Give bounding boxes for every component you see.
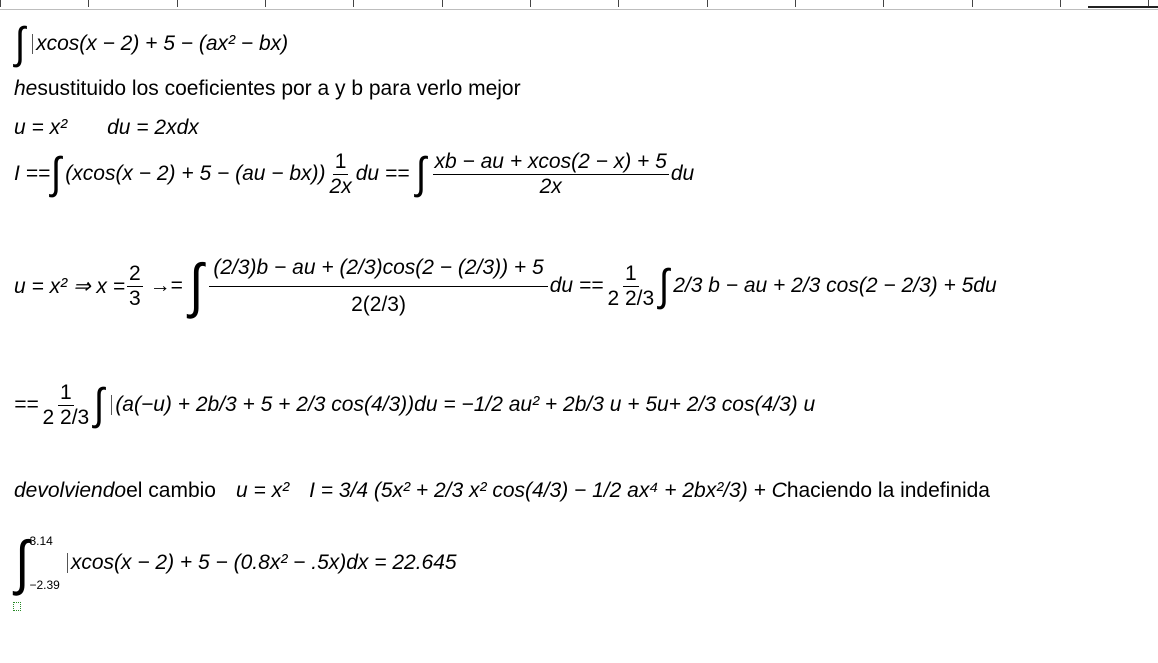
integral-symbol: ∫: [189, 252, 204, 319]
lower-limit: −2.39: [29, 578, 60, 592]
ruler-tick: [618, 0, 619, 7]
substitution-chain: u = x² ⇒ x =: [14, 274, 125, 298]
fraction-denominator: 2 2/3: [607, 286, 655, 310]
integral-symbol: ∫: [94, 380, 105, 429]
ruler-tick: [795, 0, 796, 7]
ruler-tick: [0, 0, 1, 7]
integrand-body: 2/3 b − au + 2/3 cos(2 − 2/3) + 5du: [673, 274, 997, 297]
worksheet[interactable]: [0, 10, 1158, 663]
fraction-numerator: 1: [334, 149, 347, 173]
ruler-tick: [265, 0, 266, 7]
fraction-denominator: 2(2/3): [351, 292, 406, 316]
upper-limit: 3.14: [29, 534, 53, 548]
fraction-numerator: 1: [60, 380, 72, 404]
math-region-simplified[interactable]: [14, 360, 815, 450]
ruler-margin-marker[interactable]: [1088, 6, 1158, 8]
fraction-numerator: 2: [128, 261, 141, 285]
fraction-denominator: 2 2/3: [42, 405, 90, 429]
note-italic-word: he: [14, 77, 38, 100]
fraction-one-over-2x: [328, 150, 354, 199]
fraction-combined: [433, 150, 669, 199]
math-region-integral-rewrite[interactable]: [14, 144, 694, 204]
integrand-body: (a(−u) + 2b/3 + 5 + 2/3 cos(4/3))du = −1/2 au² + 2b/3 u + 5u+ 2/3 cos(4/3) u: [115, 393, 816, 416]
fraction-denominator: 2x: [539, 174, 562, 198]
fraction-coefficient: [605, 262, 656, 311]
integrand-body: (xcos(x − 2) + 5 − (au − bx)): [65, 162, 326, 185]
math-region-evaluate-x[interactable]: [14, 222, 997, 350]
fraction-denominator: 2x: [329, 174, 352, 198]
math-region-substitution[interactable]: [14, 116, 199, 140]
integral-symbol: ∫: [14, 19, 26, 68]
fraction-numerator: 1: [624, 261, 637, 285]
math-region-integral[interactable]: [14, 19, 289, 68]
ruler-tick: [1060, 0, 1061, 7]
integral-symbol: ∫: [15, 529, 30, 596]
integral-limits: [29, 534, 59, 592]
result-italic-word: devolviendo: [14, 479, 127, 502]
note-text: sustituido los coeficientes por a y b para verlo mejor: [37, 77, 521, 100]
fraction-large: [209, 250, 547, 323]
result-text: el cambio: [126, 479, 216, 502]
math-region-definite-integral[interactable]: [14, 529, 457, 596]
result-substitution: u = x²: [235, 479, 290, 502]
substitution-du: du = 2xdx: [107, 116, 199, 139]
result-expression: I = 3/4 (5x² + 2/3 x² cos(4/3) − 1/2 ax⁴ + 2bx²/3) + C: [309, 479, 787, 502]
arrow-equals: →=: [149, 274, 183, 297]
lhs-label: I ==: [14, 162, 51, 185]
lhs-label: ==: [14, 393, 39, 416]
integral-symbol: ∫: [416, 149, 427, 198]
differential-du: du: [670, 162, 695, 185]
fraction-numerator: (2/3)b − au + (2/3)cos(2 − (2/3)) + 5: [209, 250, 547, 287]
ruler-tick: [530, 0, 531, 7]
ruler-tick: [442, 0, 443, 7]
result-trailing-text: haciendo la indefinida: [786, 479, 990, 502]
differential-du: du ==: [355, 162, 410, 185]
fraction-coefficient: [41, 381, 92, 430]
insertion-cursor[interactable]: [13, 602, 21, 611]
text-region-note[interactable]: [14, 77, 521, 101]
fraction-denominator: 3: [128, 286, 141, 310]
ruler-tick: [707, 0, 708, 7]
placeholder-bar: [32, 34, 33, 54]
ruler-tick: [177, 0, 178, 7]
ruler-tick: [88, 0, 89, 7]
placeholder-bar: [67, 553, 68, 573]
differential-du: du ==: [549, 274, 604, 297]
ruler-tick: [883, 0, 884, 7]
substitution-u: u = x²: [14, 116, 68, 139]
fraction-numerator: xb − au + xcos(2 − x) + 5: [434, 149, 667, 173]
definite-integral-text: xcos(x − 2) + 5 − (0.8x² − .5x)dx = 22.645: [70, 551, 457, 574]
integral-symbol: ∫: [659, 261, 670, 310]
top-ruler: [0, 0, 1158, 10]
fraction-two-thirds: [127, 262, 143, 311]
ruler-tick: [353, 0, 354, 7]
integrand-text: xcos(x − 2) + 5 − (ax² − bx): [36, 32, 289, 55]
ruler-tick: [972, 0, 973, 7]
integral-symbol: ∫: [51, 149, 62, 198]
placeholder-bar: [111, 395, 112, 415]
math-region-result[interactable]: [14, 458, 990, 524]
